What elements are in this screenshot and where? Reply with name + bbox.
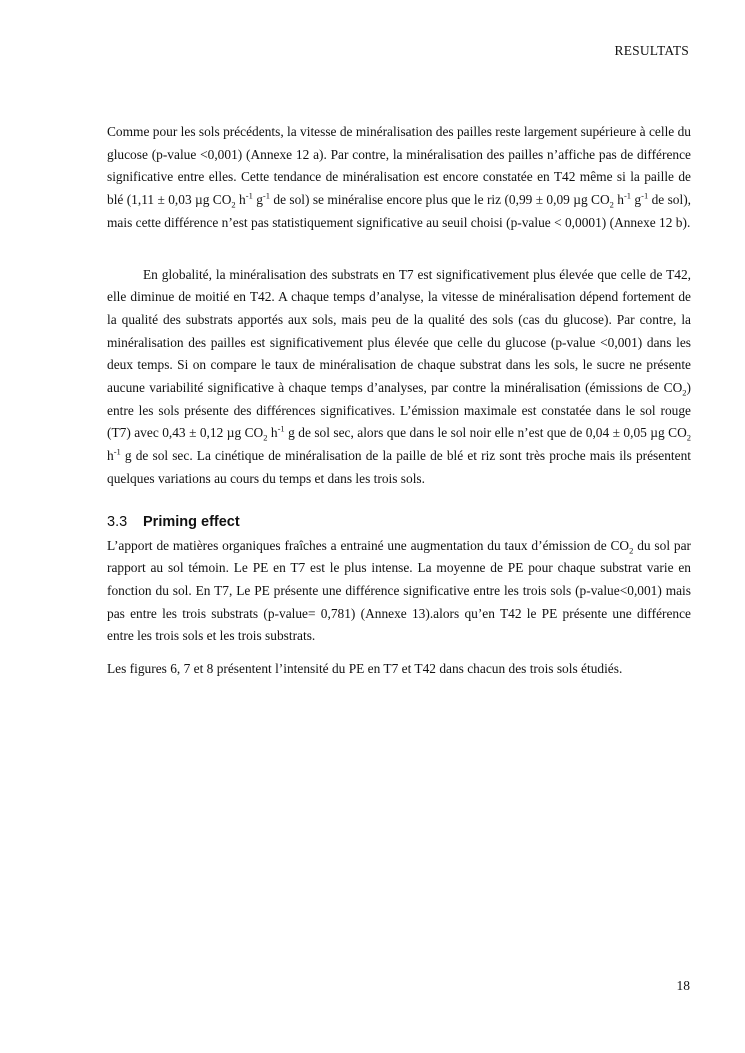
superscript: -1 <box>113 446 121 457</box>
superscript: -1 <box>277 423 285 434</box>
text-run: g de sol sec. La cinétique de minéralisation de la paille de blé et riz sont très proche mais ils présentent quelques variations au cours du temps et dans les trois sols. <box>107 448 691 486</box>
text-run: h <box>235 192 246 208</box>
text-run: En globalité, la minéralisation des substrats en T7 est significativement plus élevée que celle de T42, elle diminue de moitié en T42. A chaque temps d’analyse, la vitesse de minéralisation dépend fortement de la qualité des substrats apportés aux sols, mais peu de la qualité des sols (cas du glucose). Par contre, la minéralisation des pailles est significativement plus élevée que celle du glucose (p-value <0,001) dans les deux temps. Si on compare le taux de minéralisation de chaque substrat dans les sols, le sucre ne présente aucune variabilité significative à chaque temps d’analyses, par contre la minéralisation (émissions de CO <box>107 266 691 396</box>
superscript: -1 <box>641 190 649 201</box>
superscript: -1 <box>245 190 253 201</box>
text-run: g <box>252 192 263 208</box>
paragraph-figures: Les figures 6, 7 et 8 présentent l’intensité du PE en T7 et T42 dans chacun des trois sols étudiés. <box>107 661 623 677</box>
section-number: 3.3 <box>107 513 128 530</box>
page-number: 18 <box>676 978 690 993</box>
subscript: 2 <box>682 387 687 398</box>
paragraph-mineralisation-t42 <box>107 121 691 235</box>
text-run: L’apport de matières organiques fraîches a entrainé une augmentation du taux d’émission de CO <box>107 537 630 553</box>
subscript: 2 <box>686 433 691 444</box>
superscript: -1 <box>262 190 270 201</box>
text-run: h <box>107 448 114 464</box>
text-run: du sol par rapport au sol témoin. Le PE en T7 est le plus intense. La moyenne de PE pour chaque substrat varie en fonction du sol. En T7, Le PE présente une différence significative entre les trois sols (p-value<0,001) mais pas entre les trois substrats (p-value= 0,781) (Annexe 13).alors qu’en T42 le PE présente une différence entre les trois sols et les trois substrats. <box>107 537 691 644</box>
text-run: g <box>631 192 642 208</box>
text-run: ) entre les sols présente des différences significatives. L’émission maximale est constatée dans le sol rouge (T7) avec 0,43 ± 0,12 µg CO <box>107 380 691 441</box>
section-title: Priming effect <box>143 513 240 530</box>
running-header: RESULTATS <box>614 43 689 58</box>
subscript: 2 <box>263 433 268 444</box>
text-run: Comme pour les sols précédents, la vitesse de minéralisation des pailles reste largement supérieure à celle du glucose (p-value <0,001) (Annexe 12 a). Par contre, la minéralisation des pailles n’affiche pas de différence significative entre elles. Cette tendance de minéralisation est encore constatée en T42 même si la paille de blé (1,11 ± 0,03 µg CO <box>107 124 691 208</box>
document-body <box>107 121 691 681</box>
text-run: de sol), mais cette différence n’est pas statistiquement significative au seuil choisi (p-value < 0,0001) (Annexe 12 b). <box>107 192 692 230</box>
subscript: 2 <box>609 199 614 210</box>
text-run: h <box>613 192 624 208</box>
subscript: 2 <box>629 545 634 556</box>
section-heading <box>107 511 691 533</box>
paragraph-globalite <box>107 264 691 491</box>
paragraph-priming-effect <box>107 535 691 649</box>
text-run: g de sol sec, alors que dans le sol noir elle n’est que de 0,04 ± 0,05 µg CO <box>284 425 687 441</box>
subscript: 2 <box>231 199 236 210</box>
text-run: de sol) se minéralise encore plus que le riz (0,99 ± 0,09 µg CO <box>270 192 610 208</box>
superscript: -1 <box>623 190 632 201</box>
text-run: h <box>267 425 278 441</box>
